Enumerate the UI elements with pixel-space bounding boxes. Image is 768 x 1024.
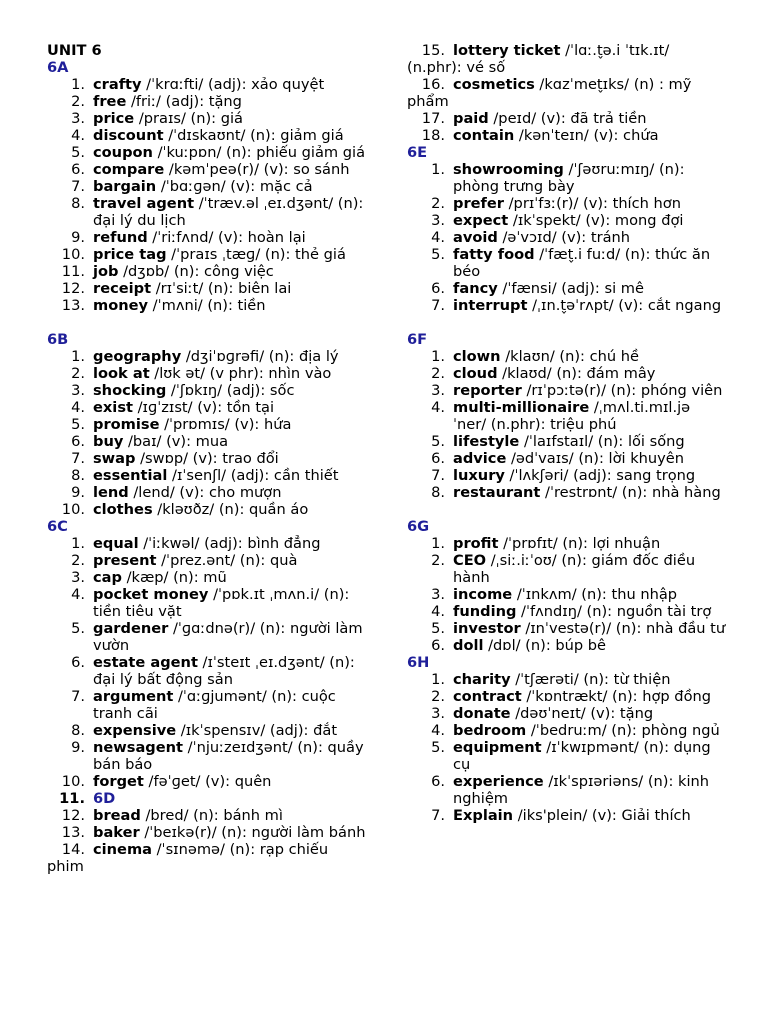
vocab-definition: /ˈkuːpɒn/ (n): phiếu giảm giá (152, 144, 366, 161)
vocab-item (47, 654, 367, 688)
vocab-list (407, 348, 727, 501)
vocab-definition: /ɪˈsenʃl/ (adj): cần thiết (167, 467, 339, 484)
item-number: 8. (71, 467, 85, 484)
item-number: 11. (59, 790, 85, 807)
vocab-item (47, 348, 367, 365)
vocab-word: cap (93, 569, 122, 586)
vocab-definition: /ˈprɒmɪs/ (v): hứa (159, 416, 292, 433)
vocab-word: charity (453, 671, 511, 688)
vocab-definition: /ˈnjuːzeɪdʒənt/ (n): quầy bán báo (93, 739, 364, 773)
vocab-definition: /ˈprez.ənt/ (n): quà (156, 552, 298, 569)
vocab-word: coupon (93, 144, 153, 161)
item-number: 8. (71, 722, 85, 739)
item-number: 1. (71, 348, 85, 365)
item-number: 12. (61, 807, 85, 824)
vocab-definition: /ˈʃɒkɪŋ/ (adj): sốc (166, 382, 295, 399)
vocab-item (407, 535, 727, 552)
vocab-definition: /ɪkˈspekt/ (v): mong đợi (508, 212, 684, 229)
vocab-word: clothes (93, 501, 153, 518)
vocab-word: job (93, 263, 119, 280)
vocab-item (47, 144, 367, 161)
vocab-definition: /dəʊˈneɪt/ (v): tặng (510, 705, 654, 722)
vocab-item (407, 127, 727, 144)
vocab-definition: /ˈprɒfɪt/ (n): lợi nhuận (498, 535, 661, 552)
vocab-item (47, 195, 367, 229)
item-number: 14. (61, 841, 85, 858)
item-number: 2. (71, 365, 85, 382)
vocab-definition: /baɪ/ (v): mua (123, 433, 229, 450)
item-number: 13. (61, 824, 85, 841)
vocab-definition: /dʒiˈɒɡrəfi/ (n): địa lý (181, 348, 339, 365)
vocab-item (47, 484, 367, 501)
vocab-item (47, 365, 367, 382)
vocab-definition: /klaʊd/ (n): đám mây (497, 365, 656, 382)
vocab-word: receipt (93, 280, 152, 297)
item-number: 7. (71, 450, 85, 467)
vocab-definition: /ˈlaɪfstaɪl/ (n): lối sống (519, 433, 685, 450)
vocab-word: present (93, 552, 157, 569)
vocab-definition: /klaʊn/ (n): chú hề (500, 348, 639, 365)
vocab-item (407, 42, 727, 76)
vocab-list (407, 42, 727, 144)
item-number: 3. (431, 212, 445, 229)
vocab-item (407, 433, 727, 450)
item-number: 18. (421, 127, 445, 144)
vocab-definition: /ədˈvaɪs/ (n): lời khuyên (506, 450, 685, 467)
item-number: 2. (71, 552, 85, 569)
vocab-list (407, 671, 727, 824)
item-number: 5. (71, 416, 85, 433)
vocab-list (407, 161, 727, 314)
section-heading: 6B (47, 331, 69, 348)
item-number: 5. (431, 739, 445, 756)
item-number: 4. (71, 586, 85, 603)
vocab-word: compare (93, 161, 165, 178)
vocab-word: cosmetics (453, 76, 535, 93)
vocab-item (47, 76, 367, 93)
vocab-item (407, 807, 727, 824)
item-number: 5. (431, 620, 445, 637)
item-number: 7. (71, 688, 85, 705)
vocab-definition: /praɪs/ (n): giá (134, 110, 244, 127)
vocab-definition: /swɒp/ (v): trao đổi (135, 450, 279, 467)
item-number: 2. (71, 93, 85, 110)
vocab-item (47, 450, 367, 467)
vocab-word: newsagent (93, 739, 184, 756)
item-number: 12. (61, 280, 85, 297)
vocab-definition: /dɒl/ (n): búp bê (483, 637, 607, 654)
vocab-word: bread (93, 807, 141, 824)
vocab-word: avoid (453, 229, 498, 246)
section-heading: 6G (407, 518, 430, 535)
item-number: 10. (61, 501, 85, 518)
vocab-item (407, 705, 727, 722)
section-spacer (47, 314, 367, 331)
item-number: 4. (71, 127, 85, 144)
vocab-word: investor (453, 620, 521, 637)
item-number: 2. (431, 552, 445, 569)
vocab-word: clown (453, 348, 501, 365)
vocab-word: geography (93, 348, 182, 365)
vocab-word: profit (453, 535, 499, 552)
vocab-item (407, 399, 727, 433)
vocab-word: funding (453, 603, 517, 620)
vocab-word: lend (93, 484, 129, 501)
vocab-item (47, 467, 367, 484)
vocab-definition: /ˈmʌni/ (n): tiền (148, 297, 266, 314)
vocab-item (407, 110, 727, 127)
vocab-definition: /kɑzˈmet̬ɪks/ (n) : mỹ phẩm (407, 76, 692, 110)
vocab-word: restaurant (453, 484, 541, 501)
item-number: 6. (71, 654, 85, 671)
vocab-item (47, 416, 367, 433)
vocab-word: donate (453, 705, 511, 722)
vocab-word: free (93, 93, 127, 110)
item-number: 8. (71, 195, 85, 212)
section-heading: 6H (407, 654, 430, 671)
vocab-word: forget (93, 773, 144, 790)
vocab-definition: /friː/ (adj): tặng (126, 93, 242, 110)
section-heading: 6A (47, 59, 69, 76)
vocab-item (407, 620, 727, 637)
vocab-definition: /ɪkˈspensɪv/ (adj): đắt (176, 722, 338, 739)
vocab-word: expect (453, 212, 509, 229)
vocab-definition: /ˈpraɪs ˌtæɡ/ (n): thẻ giá (166, 246, 346, 263)
vocab-definition: /ˈfænsi/ (adj): si mê (497, 280, 644, 297)
item-number: 6. (71, 433, 85, 450)
vocab-word: showrooming (453, 161, 564, 178)
vocab-definition: /ˈbɑːɡən/ (v): mặc cả (156, 178, 313, 195)
item-number: 4. (431, 603, 445, 620)
item-number: 2. (431, 365, 445, 382)
vocab-word: doll (453, 637, 484, 654)
vocab-word: luxury (453, 467, 505, 484)
vocab-word: travel agent (93, 195, 195, 212)
right-column (407, 42, 727, 824)
vocab-item (407, 212, 727, 229)
item-number: 9. (71, 229, 85, 246)
item-number: 1. (71, 76, 85, 93)
item-number: 3. (431, 705, 445, 722)
vocab-definition: /rɪˈpɔːtə(r)/ (n): phóng viên (521, 382, 723, 399)
item-number: 13. (61, 297, 85, 314)
item-number: 6. (431, 773, 445, 790)
vocab-definition: /ˈlɑː.t̬ə.i ˈtɪk.ɪt/ (n.phr): vé số (407, 42, 670, 76)
vocab-definition: /ˈɡɑːdnə(r)/ (n): người làm vườn (93, 620, 363, 654)
item-number: 7. (71, 178, 85, 195)
vocab-word: exist (93, 399, 133, 416)
vocab-item (47, 535, 367, 552)
vocab-word: promise (93, 416, 160, 433)
vocab-item (47, 739, 367, 773)
vocab-word: income (453, 586, 513, 603)
vocab-definition: /ɪkˈspɪəriəns/ (n): kinh nghiệm (453, 773, 710, 807)
vocab-word: reporter (453, 382, 522, 399)
vocab-word: cinema (93, 841, 152, 858)
item-number: 3. (71, 382, 85, 399)
vocab-word: lifestyle (453, 433, 520, 450)
vocab-word: contain (453, 127, 515, 144)
vocab-word: refund (93, 229, 148, 246)
vocab-item (407, 739, 727, 773)
vocab-item (407, 773, 727, 807)
vocab-word: contract (453, 688, 522, 705)
vocab-word: look at (93, 365, 150, 382)
section-heading: 6F (407, 331, 428, 348)
vocab-definition: /kæp/ (n): mũ (121, 569, 227, 586)
item-number: 4. (431, 229, 445, 246)
vocab-item (407, 365, 727, 382)
vocab-definition: /əˈvɔɪd/ (v): tránh (497, 229, 631, 246)
item-number: 9. (71, 739, 85, 756)
vocab-item (407, 348, 727, 365)
vocab-word: equipment (453, 739, 542, 756)
vocab-item (47, 161, 367, 178)
vocab-item (407, 637, 727, 654)
item-number: 2. (431, 688, 445, 705)
vocab-word: bargain (93, 178, 157, 195)
vocab-list (407, 535, 727, 654)
vocab-item (407, 671, 727, 688)
vocab-word: fancy (453, 280, 498, 297)
vocab-definition: /ˈfæt̬.i fuːd/ (n): thức ăn béo (453, 246, 711, 280)
vocab-item (407, 467, 727, 484)
vocab-item (47, 382, 367, 399)
item-number: 16. (421, 76, 445, 93)
item-number: 6. (71, 161, 85, 178)
vocab-definition: /ˈkɒntrækt/ (n): hợp đồng (521, 688, 712, 705)
vocab-word: paid (453, 110, 489, 127)
vocab-word: expensive (93, 722, 177, 739)
vocab-item (407, 552, 727, 586)
vocab-item (47, 620, 367, 654)
vocab-word: estate agent (93, 654, 198, 671)
vocab-definition: /iks'plein/ (v): Giải thích (513, 807, 691, 824)
vocab-item (407, 688, 727, 705)
vocab-item (407, 297, 727, 314)
vocab-word: lottery ticket (453, 42, 561, 59)
vocab-definition: /ˈtræv.əl ˌeɪ.dʒənt/ (n): đại lý du lịch (93, 195, 364, 229)
section-heading-inline: 6D (93, 790, 116, 807)
item-number: 1. (71, 535, 85, 552)
vocab-item (47, 127, 367, 144)
vocab-list (47, 535, 367, 875)
vocab-definition: /dʒɒb/ (n): công việc (118, 263, 274, 280)
vocab-item (47, 433, 367, 450)
vocab-word: buy (93, 433, 124, 450)
vocab-word: interrupt (453, 297, 528, 314)
vocab-definition: /kəmˈpeə(r)/ (v): so sánh (164, 161, 350, 178)
vocab-item (47, 722, 367, 739)
item-number: 8. (431, 484, 445, 501)
vocab-word: bedroom (453, 722, 527, 739)
item-number: 3. (71, 110, 85, 127)
item-number: 6. (431, 450, 445, 467)
vocab-word: gardener (93, 620, 169, 637)
item-number: 2. (431, 195, 445, 212)
vocab-item (47, 229, 367, 246)
vocab-item (407, 246, 727, 280)
vocab-word: shocking (93, 382, 167, 399)
unit-title: UNIT 6 (47, 42, 102, 59)
vocab-definition: /kləʊðz/ (n): quần áo (152, 501, 309, 518)
vocab-item (47, 569, 367, 586)
vocab-word: pocket money (93, 586, 209, 603)
vocab-definition: /lʊk ət/ (v phr): nhìn vào (149, 365, 332, 382)
item-number: 4. (431, 399, 445, 416)
item-number: 3. (431, 382, 445, 399)
vocab-definition: /ˈkrɑːfti/ (adj): xảo quyệt (141, 76, 325, 93)
vocab-item (47, 280, 367, 297)
vocab-item (407, 722, 727, 739)
vocab-item (407, 382, 727, 399)
section-heading: 6E (407, 144, 428, 161)
vocab-item (407, 450, 727, 467)
item-number: 1. (431, 535, 445, 552)
vocab-definition: /bred/ (n): bánh mì (140, 807, 283, 824)
item-number: 5. (71, 144, 85, 161)
vocab-definition: /ˈiːkwəl/ (adj): bình đẳng (138, 535, 321, 552)
vocab-word: cloud (453, 365, 498, 382)
vocab-word: prefer (453, 195, 504, 212)
item-number: 5. (431, 433, 445, 450)
vocab-item (407, 161, 727, 195)
vocab-definition: /ˈɪnkʌm/ (n): thu nhập (512, 586, 678, 603)
vocab-definition: /ˈɑːɡjumənt/ (n): cuộc tranh cãi (93, 688, 336, 722)
vocab-item (47, 178, 367, 195)
vocab-word: price tag (93, 246, 167, 263)
item-number: 1. (431, 671, 445, 688)
vocab-item (407, 229, 727, 246)
vocab-list (47, 348, 367, 518)
vocab-word: crafty (93, 76, 142, 93)
vocab-word: equal (93, 535, 139, 552)
item-number: 10. (61, 246, 85, 263)
vocab-list (47, 76, 367, 314)
vocab-word: money (93, 297, 149, 314)
item-number: 3. (431, 586, 445, 603)
vocab-item (47, 773, 367, 790)
vocab-definition: /ˈtʃærəti/ (n): từ thiện (510, 671, 671, 688)
vocab-definition: /ɪnˈvestə(r)/ (n): nhà đầu tư (520, 620, 726, 637)
vocab-item (47, 93, 367, 110)
vocab-definition: /ˈdɪskaʊnt/ (n): giảm giá (163, 127, 344, 144)
vocab-item (47, 807, 367, 824)
item-number: 9. (71, 484, 85, 501)
vocab-definition: /peɪd/ (v): đã trả tiền (488, 110, 647, 127)
item-number: 11. (61, 263, 85, 280)
vocab-word: fatty food (453, 246, 535, 263)
vocab-word: baker (93, 824, 140, 841)
vocab-item (47, 552, 367, 569)
vocab-definition: /ˈʃəʊruːmɪŋ/ (n): phòng trưng bày (453, 161, 685, 195)
vocab-item (47, 790, 367, 807)
vocab-definition: /ˈbeɪkə(r)/ (n): người làm bánh (139, 824, 366, 841)
item-number: 5. (431, 246, 445, 263)
vocab-definition: /ɪˈkwɪpmənt/ (n): dụng cụ (453, 739, 711, 773)
item-number: 15. (421, 42, 445, 59)
vocab-definition: /ˌmʌl.ti.mɪl.jə ˈner/ (n.phr): triệu phú (453, 399, 691, 433)
item-number: 4. (431, 722, 445, 739)
vocab-definition: /ˈriːfʌnd/ (v): hoàn lại (147, 229, 306, 246)
vocab-word: multi-millionaire (453, 399, 590, 416)
vocab-definition: /ˌɪn.t̬əˈrʌpt/ (v): cắt ngang (527, 297, 722, 314)
vocab-definition: /lend/ (v): cho mượn (128, 484, 282, 501)
left-column (47, 42, 367, 875)
item-number: 17. (421, 110, 445, 127)
vocab-word: swap (93, 450, 136, 467)
vocab-word: essential (93, 467, 168, 484)
vocab-definition: /ˈbedruːm/ (n): phòng ngủ (526, 722, 720, 739)
item-number: 1. (431, 161, 445, 178)
item-number: 7. (431, 807, 445, 824)
vocab-item (47, 246, 367, 263)
vocab-item (407, 586, 727, 603)
vocab-definition: /ɪɡˈzɪst/ (v): tồn tại (132, 399, 275, 416)
vocab-definition: /rɪˈsiːt/ (n): biên lai (151, 280, 292, 297)
vocab-definition: /kənˈteɪn/ (v): chứa (514, 127, 659, 144)
item-number: 6. (431, 280, 445, 297)
item-number: 3. (71, 569, 85, 586)
vocab-item (407, 76, 727, 110)
vocab-definition: /ˈfʌndɪŋ/ (n): nguồn tài trợ (516, 603, 712, 620)
vocab-item (47, 297, 367, 314)
vocab-item (47, 586, 367, 620)
vocab-item (407, 603, 727, 620)
vocab-word: argument (93, 688, 174, 705)
item-number: 1. (431, 348, 445, 365)
section-spacer (407, 501, 727, 518)
vocab-item (407, 195, 727, 212)
section-heading: 6C (47, 518, 68, 535)
vocab-item (47, 263, 367, 280)
item-number: 7. (431, 297, 445, 314)
vocab-definition: /ɪˈsteɪt ˌeɪ.dʒənt/ (n): đại lý bất động sản (93, 654, 355, 688)
vocab-definition: /ˈlʌkʃəri/ (adj): sang trọng (504, 467, 696, 484)
vocab-definition: /ˈsɪnəmə/ (n): rạp chiếu phim (47, 841, 329, 875)
vocab-item (47, 110, 367, 127)
item-number: 5. (71, 620, 85, 637)
vocab-item (47, 824, 367, 841)
vocab-item (47, 841, 367, 875)
vocab-word: discount (93, 127, 164, 144)
vocab-definition: /ˈrestrɒnt/ (n): nhà hàng (540, 484, 721, 501)
item-number: 4. (71, 399, 85, 416)
vocab-word: price (93, 110, 135, 127)
vocab-word: Explain (453, 807, 514, 824)
item-number: 10. (61, 773, 85, 790)
vocab-word: advice (453, 450, 507, 467)
vocab-item (47, 399, 367, 416)
vocab-word: CEO (453, 552, 487, 569)
vocab-definition: /prɪˈfɜː(r)/ (v): thích hơn (504, 195, 681, 212)
vocab-definition: /fəˈɡet/ (v): quên (143, 773, 272, 790)
section-spacer (407, 314, 727, 331)
vocab-definition: /ˌsiː.iːˈoʊ/ (n): giám đốc điều hành (453, 552, 696, 586)
vocab-item (47, 501, 367, 518)
item-number: 6. (431, 637, 445, 654)
vocab-item (407, 484, 727, 501)
vocab-item (407, 280, 727, 297)
item-number: 7. (431, 467, 445, 484)
vocab-definition: /ˈpɒk.ɪt ˌmʌn.i/ (n): tiền tiêu vặt (93, 586, 350, 620)
vocab-item (47, 688, 367, 722)
vocab-word: experience (453, 773, 544, 790)
